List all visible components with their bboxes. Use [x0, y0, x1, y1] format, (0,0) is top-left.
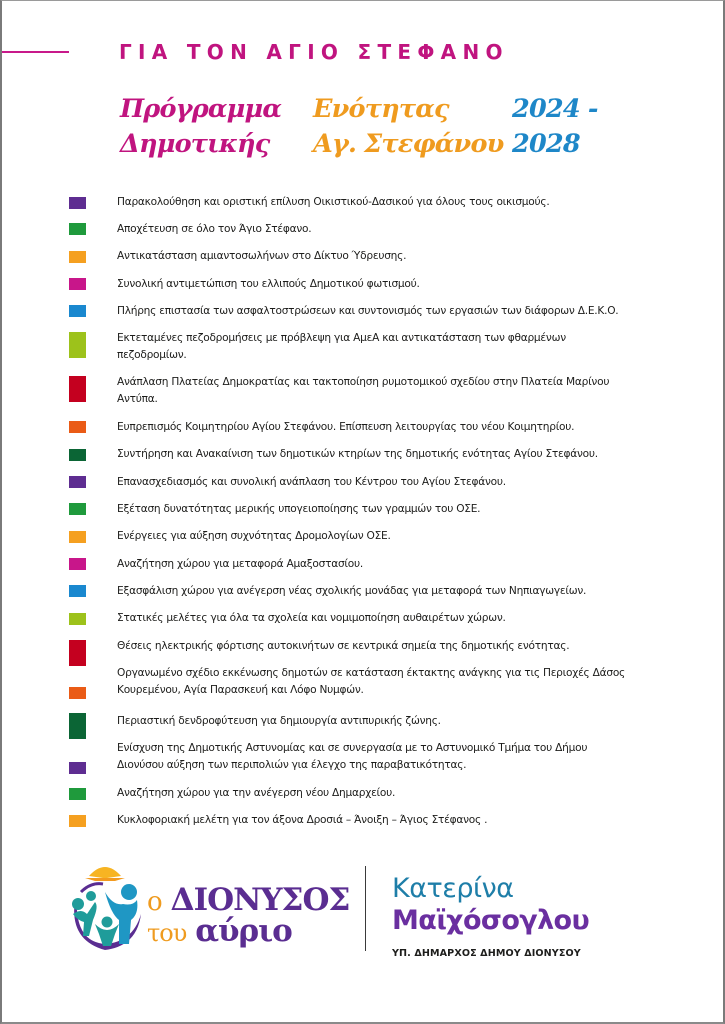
- list-item-text: Θέσεις ηλεκτρικής φόρτισης αυτοκινήτων σε κεντρικά σημεία της δημοτικής ενότητας.: [117, 640, 570, 652]
- color-square-icon: [69, 788, 86, 800]
- title-column-3: [512, 92, 598, 162]
- color-square-icon: [69, 687, 86, 699]
- logo-word: αύριο: [195, 913, 292, 949]
- kicker-heading: ΓΙΑ ΤΟΝ ΑΓΙΟ ΣΤΕΦΑΝΟ: [119, 40, 509, 64]
- accent-line: [2, 51, 69, 53]
- color-square-icon: [69, 278, 86, 290]
- list-item-text: Συνολική αντιμετώπιση του ελλιπούς Δημοτικού φωτισμού.: [117, 278, 420, 290]
- list-item-text: Παρακολούθηση και οριστική επίλυση Οικιστικού-Δασικού για όλους τους οικισμούς.: [117, 196, 550, 208]
- color-square-icon: [69, 585, 86, 597]
- title-line: Ενότητας: [313, 94, 449, 124]
- title-line: 2028: [512, 129, 580, 159]
- color-square-icon: [69, 332, 86, 358]
- list-item-text: Ενίσχυση της Δημοτικής Αστυνομίας και σε συνεργασία με το Αστυνομικό Τμήμα του Δήμου Διονύσου αύξηση των περιπολιών για έλεγχο της παραβατικότητας.: [117, 742, 588, 771]
- list-item-text: Συντήρηση και Ανακαίνιση των δημοτικών κτηρίων της δημοτικής ενότητας Αγίου Στεφάνου.: [117, 448, 598, 460]
- color-square-icon: [69, 197, 86, 209]
- color-square-icon: [69, 815, 86, 827]
- logo-line-2: [147, 914, 292, 950]
- list-item-text: Εκτεταμένες πεζοδρομήσεις με πρόβλεψη για ΑμεΑ και αντικατάσταση των φθαρμένων πεζοδρομίων.: [117, 332, 566, 361]
- list-item-text: Ενέργειες για αύξηση συχνότητας Δρομολογίων ΟΣΕ.: [117, 530, 391, 542]
- logo-prefix: του: [147, 919, 187, 947]
- candidate-role: ΥΠ. ΔΗΜΑΡΧΟΣ ΔΗΜΟΥ ΔΙΟΝΥΣΟΥ: [392, 948, 581, 959]
- color-square-icon: [69, 421, 86, 433]
- list-item-text: Επανασχεδιασμός και συνολική ανάπλαση του Κέντρου του Αγίου Στεφάνου.: [117, 476, 506, 488]
- list-item-text: Στατικές μελέτες για όλα τα σχολεία και νομιμοποίηση αυθαιρέτων χώρων.: [117, 612, 506, 624]
- logo-name: ΔΙΟΝΥΣΟΣ: [170, 882, 350, 918]
- color-square-icon: [69, 762, 86, 774]
- title-column-2: [313, 92, 504, 162]
- list-item-text: Αποχέτευση σε όλο τον Άγιο Στέφανο.: [117, 223, 312, 235]
- list-item-text: Περιαστική δενδροφύτευση για δημιουργία αντιπυρικής ζώνης.: [117, 715, 441, 727]
- list-item-text: Εξασφάλιση χώρου για ανέγερση νέας σχολικής μονάδας για μεταφορά των Νηπιαγωγείων.: [117, 585, 587, 597]
- color-square-icon: [69, 251, 86, 263]
- list-item-text: Αναζήτηση χώρου για την ανέγερση νέου Δημαρχείου.: [117, 787, 396, 799]
- list-item-text: Οργανωμένο σχέδιο εκκένωσης δημοτών σε κατάσταση έκτακτης ανάγκης για τις Περιοχές Δάσος Κουρεμένου, Αγία Παρασκευή και Λόφο Νυμφών.: [117, 667, 626, 696]
- color-square-icon: [69, 503, 86, 515]
- color-square-icon: [69, 613, 86, 625]
- color-square-icon: [69, 640, 86, 666]
- color-square-icon: [69, 713, 86, 739]
- title-line: Δημοτικής: [120, 129, 270, 159]
- color-square-icon: [69, 531, 86, 543]
- color-square-icon: [69, 376, 86, 402]
- logo-article: ο: [147, 887, 162, 917]
- candidate-last-name: Μαϊχόσογλου: [392, 905, 590, 936]
- color-square-icon: [69, 558, 86, 570]
- footer-divider: [365, 866, 366, 951]
- title-column-1: [120, 92, 281, 162]
- list-item-text: Ευπρεπισμός Κοιμητηρίου Αγίου Στεφάνου. Επίσπευση λειτουργίας του νέου Κοιμητηρίου.: [117, 421, 575, 433]
- title-line: 2024 -: [512, 94, 598, 124]
- color-square-icon: [69, 449, 86, 461]
- list-item-text: Ανάπλαση Πλατείας Δημοκρατίας και τακτοποίηση ρυμοτομικού σχεδίου στην Πλατεία Μαρίνου Αντύπα.: [117, 376, 610, 405]
- title-line: Αγ. Στεφάνου: [313, 129, 504, 159]
- list-item-text: Αντικατάσταση αμιαντοσωλήνων στο Δίκτυο Ύδρευσης.: [117, 250, 407, 262]
- title-line: Πρόγραμμα: [120, 94, 282, 124]
- candidate-first-name: Κατερίνα: [392, 873, 514, 904]
- color-square-icon: [69, 476, 86, 488]
- list-item-text: Αναζήτηση χώρου για μεταφορά Αμαξοστασίου.: [117, 558, 363, 570]
- list-item-text: Κυκλοφοριακή μελέτη για τον άξονα Δροσιά – Άνοιξη – Άγιος Στέφανος .: [117, 814, 488, 826]
- list-item-text: Εξέταση δυνατότητας μερικής υπογειοποίησης των γραμμών του ΟΣΕ.: [117, 503, 481, 515]
- color-square-icon: [69, 223, 86, 235]
- family-globe-sun-logo-icon: [67, 862, 143, 954]
- party-logo: [67, 862, 350, 957]
- list-item-text: Πλήρης επιστασία των ασφαλτοστρώσεων και συντονισμός των εργασιών των διάφορων Δ.Ε.Κ.Ο.: [117, 305, 619, 317]
- color-square-icon: [69, 305, 86, 317]
